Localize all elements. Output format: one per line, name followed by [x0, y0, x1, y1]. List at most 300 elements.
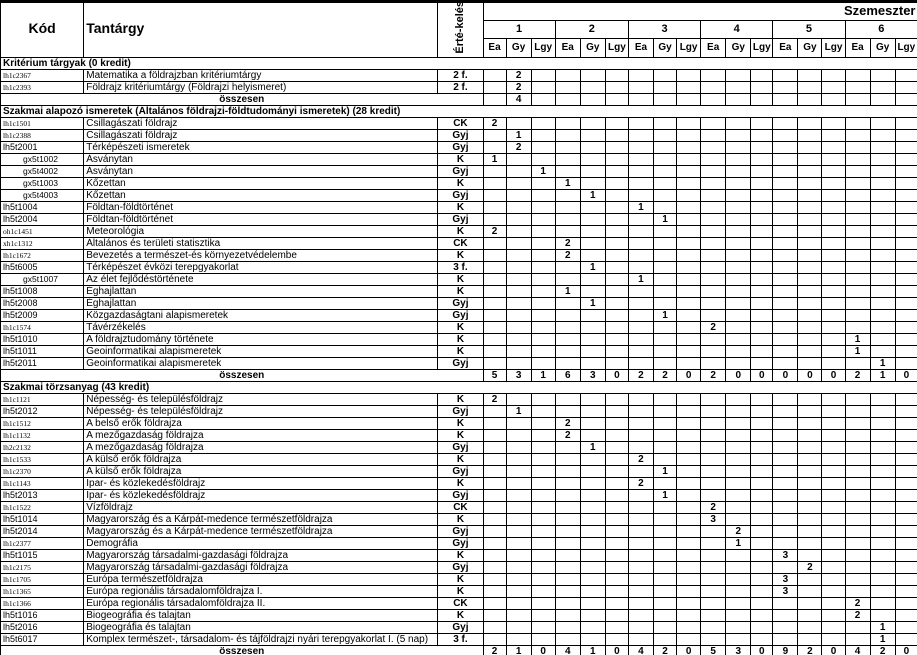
- hours-cell: [605, 129, 628, 141]
- hours-cell: [701, 225, 726, 237]
- hours-cell: [677, 465, 701, 477]
- hours-cell: [580, 597, 605, 609]
- total-cell: [726, 93, 751, 105]
- hours-cell: [773, 453, 798, 465]
- hours-cell: [798, 225, 822, 237]
- hours-cell: [751, 117, 773, 129]
- hours-cell: [628, 345, 653, 357]
- course-code: lh1c1522: [1, 501, 84, 513]
- hours-cell: [726, 153, 751, 165]
- hours-cell: [870, 285, 895, 297]
- hours-cell: [726, 393, 751, 405]
- hours-cell: [895, 465, 917, 477]
- hours-cell: [751, 333, 773, 345]
- hours-cell: [580, 345, 605, 357]
- hours-cell: 2: [628, 477, 653, 489]
- course-evaluation: Gyj: [438, 165, 483, 177]
- course-row: [1, 633, 917, 645]
- hours-cell: [822, 453, 845, 465]
- course-row: [1, 129, 917, 141]
- course-code: xh1c1312: [1, 237, 84, 249]
- course-row: [1, 357, 917, 369]
- course-name: Komplex természet-, társadalom- és tájföldrajzi nyári terepgyakorlat I. (5 nap): [84, 633, 438, 645]
- course-row: [1, 429, 917, 441]
- hours-cell: [605, 309, 628, 321]
- course-row: [1, 321, 917, 333]
- hours-cell: [701, 153, 726, 165]
- hours-cell: [822, 309, 845, 321]
- hours-cell: [654, 585, 677, 597]
- hours-cell: [773, 309, 798, 321]
- course-row: [1, 453, 917, 465]
- hours-cell: [798, 441, 822, 453]
- hours-cell: [506, 597, 531, 609]
- course-row: [1, 141, 917, 153]
- course-row: [1, 189, 917, 201]
- hours-cell: [654, 513, 677, 525]
- hours-cell: [580, 477, 605, 489]
- hours-cell: [483, 201, 506, 213]
- hours-cell: [654, 225, 677, 237]
- hours-cell: [555, 333, 580, 345]
- semester-header-5: 5: [773, 20, 845, 38]
- hours-cell: [870, 189, 895, 201]
- hours-cell: [555, 357, 580, 369]
- hours-cell: [726, 165, 751, 177]
- hours-cell: [555, 153, 580, 165]
- hours-cell: [483, 573, 506, 585]
- hours-cell: [677, 621, 701, 633]
- hours-cell: [870, 429, 895, 441]
- hours-cell: [701, 561, 726, 573]
- course-code: lh1c2388: [1, 129, 84, 141]
- hours-cell: [531, 153, 555, 165]
- hours-cell: [798, 165, 822, 177]
- hours-cell: [483, 333, 506, 345]
- hours-cell: [531, 309, 555, 321]
- hours-cell: [555, 549, 580, 561]
- course-code: lh5t2016: [1, 621, 84, 633]
- hours-cell: [726, 561, 751, 573]
- hours-cell: [773, 345, 798, 357]
- course-name: Magyarország társadalmi-gazdasági földrajza: [84, 549, 438, 561]
- hours-cell: [870, 501, 895, 513]
- course-name: Demográfia: [84, 537, 438, 549]
- hours-cell: [677, 69, 701, 81]
- course-name: Népesség- és településföldrajz: [84, 405, 438, 417]
- course-evaluation: K: [438, 345, 483, 357]
- hours-cell: [555, 129, 580, 141]
- hours-cell: [845, 417, 870, 429]
- course-name: Kőzettan: [84, 177, 438, 189]
- hours-cell: [628, 525, 653, 537]
- hours-cell: [654, 201, 677, 213]
- hours-cell: [726, 609, 751, 621]
- total-cell: 1: [580, 645, 605, 655]
- hours-cell: [605, 513, 628, 525]
- course-evaluation: 3 f.: [438, 633, 483, 645]
- hours-cell: [654, 69, 677, 81]
- subheader-lgy: Lgy: [531, 39, 555, 57]
- hours-cell: 2: [701, 501, 726, 513]
- hours-cell: 1: [870, 633, 895, 645]
- hours-cell: [895, 309, 917, 321]
- hours-cell: [654, 501, 677, 513]
- hours-cell: [845, 633, 870, 645]
- hours-cell: [628, 237, 653, 249]
- hours-cell: [751, 69, 773, 81]
- hours-cell: [628, 129, 653, 141]
- hours-cell: 1: [845, 345, 870, 357]
- hours-cell: [726, 141, 751, 153]
- course-code: lh1c1501: [1, 117, 84, 129]
- hours-cell: [895, 609, 917, 621]
- hours-cell: [506, 573, 531, 585]
- hours-cell: [555, 165, 580, 177]
- hours-cell: [483, 249, 506, 261]
- hours-cell: [605, 357, 628, 369]
- hours-cell: [580, 357, 605, 369]
- hours-cell: 2: [483, 117, 506, 129]
- course-code: lh1c2393: [1, 81, 84, 93]
- total-cell: 0: [751, 645, 773, 655]
- hours-cell: [726, 273, 751, 285]
- total-cell: 2: [654, 645, 677, 655]
- course-code: lh5t1008: [1, 285, 84, 297]
- subheader-lgy: Lgy: [605, 39, 628, 57]
- hours-cell: [506, 165, 531, 177]
- hours-cell: [580, 525, 605, 537]
- subheader-gy: Gy: [654, 39, 677, 57]
- hours-cell: [798, 129, 822, 141]
- hours-cell: [726, 261, 751, 273]
- hours-cell: [870, 249, 895, 261]
- hours-cell: [580, 225, 605, 237]
- course-code: lh5t1015: [1, 549, 84, 561]
- total-cell: 0: [751, 369, 773, 381]
- course-row: [1, 477, 917, 489]
- hours-cell: [701, 333, 726, 345]
- hours-cell: [483, 585, 506, 597]
- hours-cell: [822, 489, 845, 501]
- hours-cell: [506, 417, 531, 429]
- hours-cell: [870, 225, 895, 237]
- hours-cell: [726, 621, 751, 633]
- hours-cell: [555, 297, 580, 309]
- hours-cell: [580, 453, 605, 465]
- hours-cell: [751, 357, 773, 369]
- hours-cell: 2: [845, 597, 870, 609]
- course-code: lh5t2014: [1, 525, 84, 537]
- hours-cell: [845, 573, 870, 585]
- hours-cell: [531, 465, 555, 477]
- hours-cell: [677, 417, 701, 429]
- course-code: lh5t2008: [1, 297, 84, 309]
- hours-cell: [605, 225, 628, 237]
- hours-cell: [701, 297, 726, 309]
- hours-cell: 3: [773, 573, 798, 585]
- subheader-lgy: Lgy: [751, 39, 773, 57]
- hours-cell: [677, 141, 701, 153]
- hours-cell: [726, 129, 751, 141]
- hours-cell: [654, 477, 677, 489]
- course-name: Az élet fejlődéstörténete: [84, 273, 438, 285]
- hours-cell: [605, 141, 628, 153]
- hours-cell: [822, 153, 845, 165]
- hours-cell: [895, 129, 917, 141]
- hours-cell: [726, 345, 751, 357]
- hours-cell: [701, 573, 726, 585]
- hours-cell: [822, 405, 845, 417]
- hours-cell: [701, 621, 726, 633]
- hours-cell: [605, 405, 628, 417]
- hours-cell: [870, 261, 895, 273]
- hours-cell: [751, 561, 773, 573]
- course-name: Matematika a földrajzban kritériumtárgy: [84, 69, 438, 81]
- hours-cell: [822, 69, 845, 81]
- hours-cell: [654, 621, 677, 633]
- hours-cell: [605, 69, 628, 81]
- hours-cell: [580, 633, 605, 645]
- hours-cell: [605, 393, 628, 405]
- hours-cell: [483, 165, 506, 177]
- total-label: összesen: [1, 369, 484, 381]
- hours-cell: [895, 153, 917, 165]
- hours-cell: [483, 405, 506, 417]
- hours-cell: [701, 441, 726, 453]
- hours-cell: [870, 321, 895, 333]
- hours-cell: [531, 525, 555, 537]
- hours-cell: [605, 177, 628, 189]
- hours-cell: [531, 297, 555, 309]
- hours-cell: [580, 561, 605, 573]
- hours-cell: [677, 429, 701, 441]
- hours-cell: [483, 357, 506, 369]
- course-evaluation: Gyj: [438, 141, 483, 153]
- course-row: [1, 609, 917, 621]
- course-name: A földrajztudomány története: [84, 333, 438, 345]
- hours-cell: [677, 513, 701, 525]
- hours-cell: [895, 165, 917, 177]
- subheader-gy: Gy: [798, 39, 822, 57]
- hours-cell: [822, 141, 845, 153]
- hours-cell: [895, 201, 917, 213]
- hours-cell: [531, 249, 555, 261]
- subheader-ea: Ea: [483, 39, 506, 57]
- hours-cell: [531, 69, 555, 81]
- hours-cell: [751, 633, 773, 645]
- course-evaluation: CK: [438, 501, 483, 513]
- course-code: lh5t1016: [1, 609, 84, 621]
- hours-cell: [531, 609, 555, 621]
- hours-cell: [845, 189, 870, 201]
- hours-cell: [726, 429, 751, 441]
- hours-cell: [483, 441, 506, 453]
- hours-cell: [654, 537, 677, 549]
- hours-cell: [798, 321, 822, 333]
- hours-cell: [751, 189, 773, 201]
- course-row: [1, 213, 917, 225]
- course-evaluation: Gyj: [438, 465, 483, 477]
- hours-cell: [628, 549, 653, 561]
- course-evaluation: K: [438, 477, 483, 489]
- hours-cell: [506, 273, 531, 285]
- hours-cell: [751, 237, 773, 249]
- hours-cell: [895, 561, 917, 573]
- hours-cell: [580, 417, 605, 429]
- hours-cell: [895, 249, 917, 261]
- hours-cell: [822, 549, 845, 561]
- course-code: lh1c1672: [1, 249, 84, 261]
- course-code: lh1c1366: [1, 597, 84, 609]
- hours-cell: [531, 477, 555, 489]
- hours-cell: [531, 573, 555, 585]
- course-row: [1, 405, 917, 417]
- hours-cell: [506, 213, 531, 225]
- hours-cell: [506, 621, 531, 633]
- total-cell: 4: [628, 645, 653, 655]
- course-row: [1, 573, 917, 585]
- hours-cell: [822, 609, 845, 621]
- hours-cell: [677, 81, 701, 93]
- hours-cell: 3: [773, 549, 798, 561]
- hours-cell: [726, 441, 751, 453]
- hours-cell: [605, 213, 628, 225]
- course-evaluation: K: [438, 417, 483, 429]
- total-cell: [677, 93, 701, 105]
- hours-cell: [845, 81, 870, 93]
- hours-cell: [483, 261, 506, 273]
- hours-cell: [677, 501, 701, 513]
- course-code: lh1c1533: [1, 453, 84, 465]
- hours-cell: [751, 537, 773, 549]
- total-cell: 0: [605, 645, 628, 655]
- course-code: lh5t1011: [1, 345, 84, 357]
- hours-cell: [798, 465, 822, 477]
- hours-cell: [483, 297, 506, 309]
- hours-cell: [822, 561, 845, 573]
- hours-cell: [580, 129, 605, 141]
- hours-cell: [506, 249, 531, 261]
- hours-cell: [822, 393, 845, 405]
- hours-cell: [654, 525, 677, 537]
- course-evaluation: K: [438, 549, 483, 561]
- hours-cell: [870, 477, 895, 489]
- hours-cell: [677, 561, 701, 573]
- hours-cell: [845, 441, 870, 453]
- hours-cell: [751, 297, 773, 309]
- hours-cell: [870, 417, 895, 429]
- course-evaluation: Gyj: [438, 525, 483, 537]
- hours-cell: [677, 477, 701, 489]
- hours-cell: [483, 501, 506, 513]
- hours-cell: [628, 333, 653, 345]
- hours-cell: [870, 309, 895, 321]
- hours-cell: [773, 513, 798, 525]
- hours-cell: [555, 525, 580, 537]
- semester-header-6: 6: [845, 20, 917, 38]
- course-name: Általános és területi statisztika: [84, 237, 438, 249]
- hours-cell: [895, 453, 917, 465]
- total-cell: 1: [506, 645, 531, 655]
- hours-cell: [701, 393, 726, 405]
- hours-cell: [506, 153, 531, 165]
- hours-cell: 1: [845, 333, 870, 345]
- hours-cell: [895, 237, 917, 249]
- hours-cell: [628, 597, 653, 609]
- hours-cell: [845, 237, 870, 249]
- course-row: [1, 297, 917, 309]
- hours-cell: [701, 237, 726, 249]
- hours-cell: [677, 189, 701, 201]
- hours-cell: [654, 261, 677, 273]
- hours-cell: [798, 249, 822, 261]
- hours-cell: [605, 261, 628, 273]
- hours-cell: [798, 513, 822, 525]
- hours-cell: [822, 165, 845, 177]
- course-code: gx5t4002: [1, 165, 84, 177]
- hours-cell: [726, 285, 751, 297]
- hours-cell: [605, 321, 628, 333]
- hours-cell: [605, 453, 628, 465]
- hours-cell: [654, 237, 677, 249]
- hours-cell: [555, 69, 580, 81]
- hours-cell: 1: [555, 285, 580, 297]
- hours-cell: 1: [506, 129, 531, 141]
- hours-cell: [895, 117, 917, 129]
- hours-cell: [483, 177, 506, 189]
- hours-cell: [605, 189, 628, 201]
- hours-cell: [531, 597, 555, 609]
- hours-cell: [822, 249, 845, 261]
- course-row: [1, 513, 917, 525]
- hours-cell: [822, 321, 845, 333]
- course-code: lh5t6017: [1, 633, 84, 645]
- hours-cell: [895, 177, 917, 189]
- hours-cell: [628, 573, 653, 585]
- hours-cell: [605, 285, 628, 297]
- hours-cell: [726, 489, 751, 501]
- hours-cell: [555, 453, 580, 465]
- hours-cell: [798, 585, 822, 597]
- course-name: Magyarország és a Kárpát-medence természetföldrajza: [84, 525, 438, 537]
- hours-cell: [654, 561, 677, 573]
- hours-cell: [895, 213, 917, 225]
- hours-cell: [677, 321, 701, 333]
- hours-cell: [751, 477, 773, 489]
- hours-cell: 2: [506, 81, 531, 93]
- header-tantargy: Tantárgy: [84, 1, 438, 58]
- course-row: [1, 525, 917, 537]
- hours-cell: [773, 273, 798, 285]
- hours-cell: [605, 81, 628, 93]
- course-evaluation: Gyj: [438, 357, 483, 369]
- total-cell: 0: [895, 369, 917, 381]
- hours-cell: [845, 129, 870, 141]
- total-cell: 2: [483, 645, 506, 655]
- hours-cell: [870, 549, 895, 561]
- hours-cell: [506, 549, 531, 561]
- hours-cell: [822, 513, 845, 525]
- course-evaluation: K: [438, 285, 483, 297]
- hours-cell: [798, 333, 822, 345]
- hours-cell: [895, 405, 917, 417]
- hours-cell: [654, 393, 677, 405]
- course-name: A belső erők földrajza: [84, 417, 438, 429]
- hours-cell: [654, 153, 677, 165]
- hours-cell: [506, 537, 531, 549]
- total-cell: 6: [555, 369, 580, 381]
